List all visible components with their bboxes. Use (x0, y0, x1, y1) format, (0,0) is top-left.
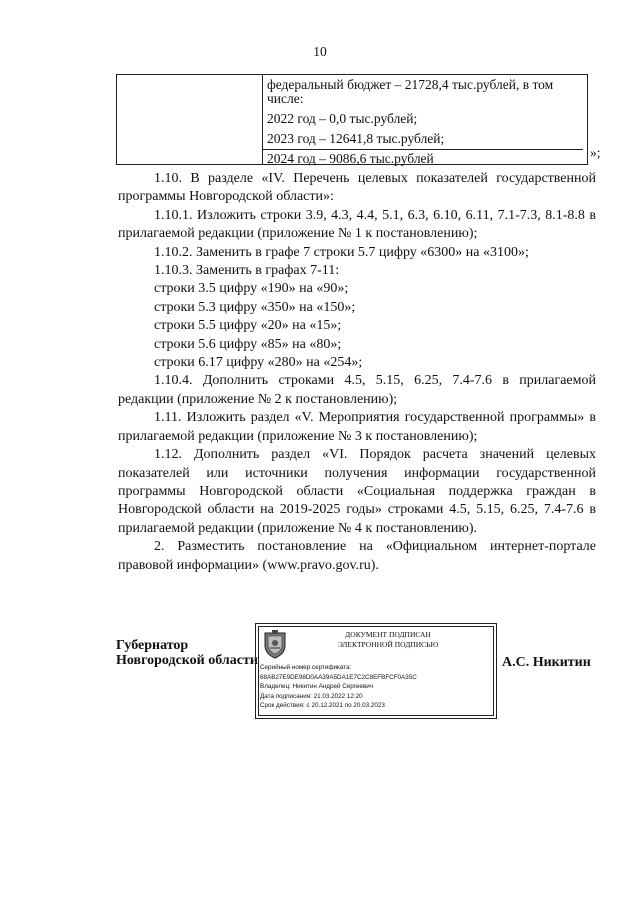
paragraph-1-10-2: 1.10.2. Заменить в графе 7 строки 5.7 цифру «6300» на «3100»; (154, 244, 529, 260)
budget-line-2022: 2022 год – 0,0 тыс.рублей; (267, 111, 418, 126)
signer-position (116, 638, 258, 668)
list-item-3-5: строки 3.5 цифру «190» на «90»; (154, 281, 349, 297)
signing-date: Дата подписания: 21.03.2022 12:20 (260, 692, 363, 700)
paragraph-1-10-4: 1.10.4. Дополнить строками 4.5, 5.15, 6.25, 7.4-7.6 в прилагаемой редакции (приложение № 2 к постановлению); (118, 373, 596, 407)
paragraph-1-12: 1.12. Дополнить раздел «VI. Порядок расчета значений целевых показателей или источники получения информации государственной программы Новгородской области «Социальная поддержка граждан в Новгородской области на 2019-2025 годы» строками 4.5, 5.15, 6.25, 7.4-7.6 в прилагаемой редакции (приложение № 4 к постановлению). (118, 447, 596, 536)
budget-line-federal: федеральный бюджет – 21728,4 тыс.рублей, в том (267, 77, 554, 92)
budget-line-2023: 2023 год – 12641,8 тыс.рублей; (267, 131, 445, 146)
paragraph-2: 2. Разместить постановление на «Официальном интернет-портале правовой информации» (www.pravo.gov.ru). (118, 539, 596, 573)
signer-name: А.С. Никитин (502, 655, 591, 670)
table-closing-quote: »; (590, 145, 601, 160)
paragraph-1-10-1: 1.10.1. Изложить строки 3.9, 4.3, 4.4, 5.1, 6.3, 6.10, 6.11, 7.1-7.3, 8.1-8.8 в прилагаемой редакции (приложение № 1 к постановлению); (118, 207, 596, 242)
list-item-6-17: строки 6.17 цифру «280» на «254»; (154, 355, 363, 371)
signature-block (0, 630, 640, 718)
list-item-5-5: строки 5.5 цифру «20» на «15»; (154, 318, 342, 334)
document-body (118, 170, 596, 575)
list-item-5-6: строки 5.6 цифру «85» на «80»; (154, 336, 342, 352)
signer-position-line2: Новгородской области (116, 653, 258, 668)
certificate-serial: 68AB27E9DE98D0AA39A5DA1E7C2C8EFBFCF0A35C (260, 673, 417, 681)
paragraph-1-10-3: 1.10.3. Заменить в графах 7-11: (154, 263, 340, 279)
certificate-owner: Владелец: Никитин Андрей Сергеевич (260, 683, 374, 690)
certificate-serial-label: Серийный номер сертификата: (260, 664, 352, 671)
stamp-title-line1: ДОКУМЕНТ ПОДПИСАН (345, 630, 431, 639)
paragraph-1-11: 1.11. Изложить раздел «V. Мероприятия государственной программы» в прилагаемой редакции (приложение № 3 к постановлению); (118, 410, 596, 444)
budget-line-2024: 2024 год – 9086,6 тыс.рублей (262, 149, 583, 166)
budget-table (116, 74, 588, 165)
certificate-validity: Срок действия: с 20.12.2021 по 20.03.2023 (260, 702, 385, 709)
budget-line-including: числе: (267, 91, 304, 106)
page-number: 10 (313, 44, 327, 59)
electronic-signature-stamp (255, 623, 497, 719)
budget-cell (267, 78, 583, 166)
stamp-title (298, 630, 478, 650)
paragraph-1-10: 1.10. В разделе «IV. Перечень целевых показателей государственной программы Новгородской области»: (118, 171, 596, 205)
coat-of-arms-icon (262, 629, 288, 659)
stamp-details (260, 663, 417, 711)
list-item-5-3: строки 5.3 цифру «350» на «150»; (154, 299, 356, 315)
signer-position-line1: Губернатор (116, 638, 189, 653)
stamp-title-line2: ЭЛЕКТРОННОЙ ПОДПИСЬЮ (337, 640, 439, 649)
